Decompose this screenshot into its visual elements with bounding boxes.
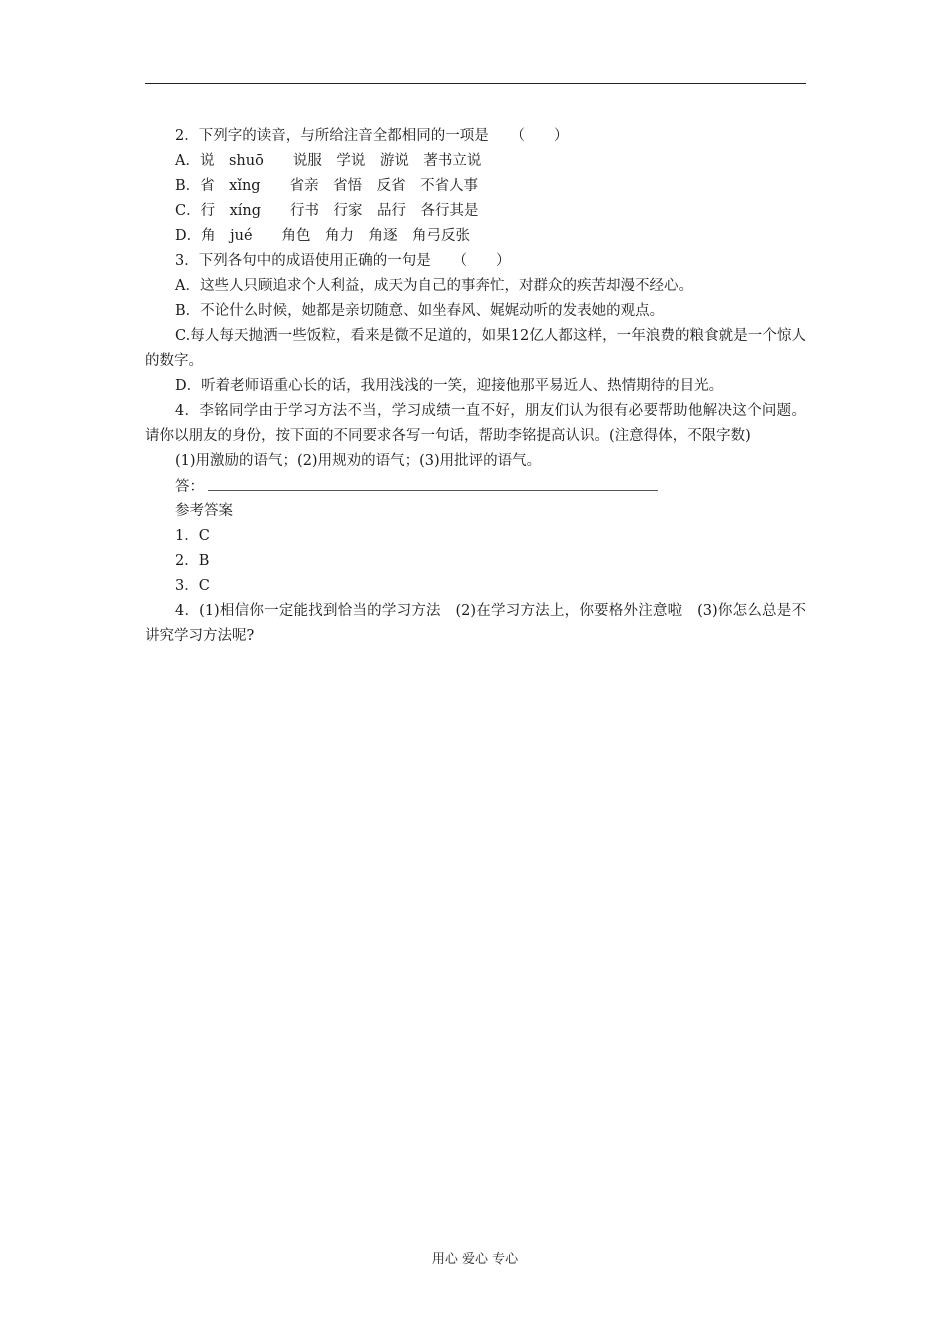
question-4-answer-line [145,474,806,499]
answer-blank-field[interactable] [208,474,658,491]
reference-answer-4: 4．(1)相信你一定能找到恰当的学习方法 (2)在学习方法上，你要格外注意啦 (3)你怎么总是不讲究学习方法呢? [145,603,806,644]
question-3-stem: 3．下列各句中的成语使用正确的一句是 （ ） [175,253,511,269]
reference-heading: 参考答案 [175,503,233,519]
question-4-stem: 4．李铭同学由于学习方法不当，学习成绩一直不好，朋友们认为很有必要帮助他解决这个问题。请你以朋友的身份，按下面的不同要求各写一句话，帮助李铭提高认识。(注意得体，不限字数) [145,403,806,444]
question-2-option-b: B．省 xǐng 省亲 省悟 反省 不省人事 [175,178,479,194]
question-3-option-b: B．不论什么时候，她都是亲切随意、如坐春风、娓娓动听的发表她的观点。 [175,303,665,319]
document-body [145,124,806,649]
reference-answer-3: 3．C [175,578,210,594]
question-2-option-d: D．角 jué 角色 角力 角逐 角弓反张 [175,228,471,244]
reference-answer-1: 1．C [175,528,210,544]
question-3-option-d: D．听着老师语重心长的话，我用浅浅的一笑，迎接他那平易近人、热情期待的目光。 [175,378,724,394]
reference-answer-2: 2．B [175,553,210,569]
page-footer: 用心 爱心 专心 [431,1252,519,1267]
question-3-option-c: C.每人每天抛洒一些饭粒，看来是微不足道的，如果12亿人都这样，一年浪费的粮食就是一个惊人的数字。 [145,328,806,369]
header-rule [145,83,806,84]
answer-label: 答： [175,479,204,495]
question-2-option-c: C．行 xíng 行书 行家 品行 各行其是 [175,203,479,219]
question-3-option-a: A．这些人只顾追求个人利益，成天为自己的事奔忙，对群众的疾苦却漫不经心。 [175,278,693,294]
question-2-stem: 2．下列字的读音，与所给注音全都相同的一项是 （ ） [175,128,569,144]
question-4-requirements: (1)用激励的语气；(2)用规劝的语气；(3)用批评的语气。 [175,453,542,469]
question-2-option-a: A．说 shuō 说服 学说 游说 著书立说 [175,153,482,169]
